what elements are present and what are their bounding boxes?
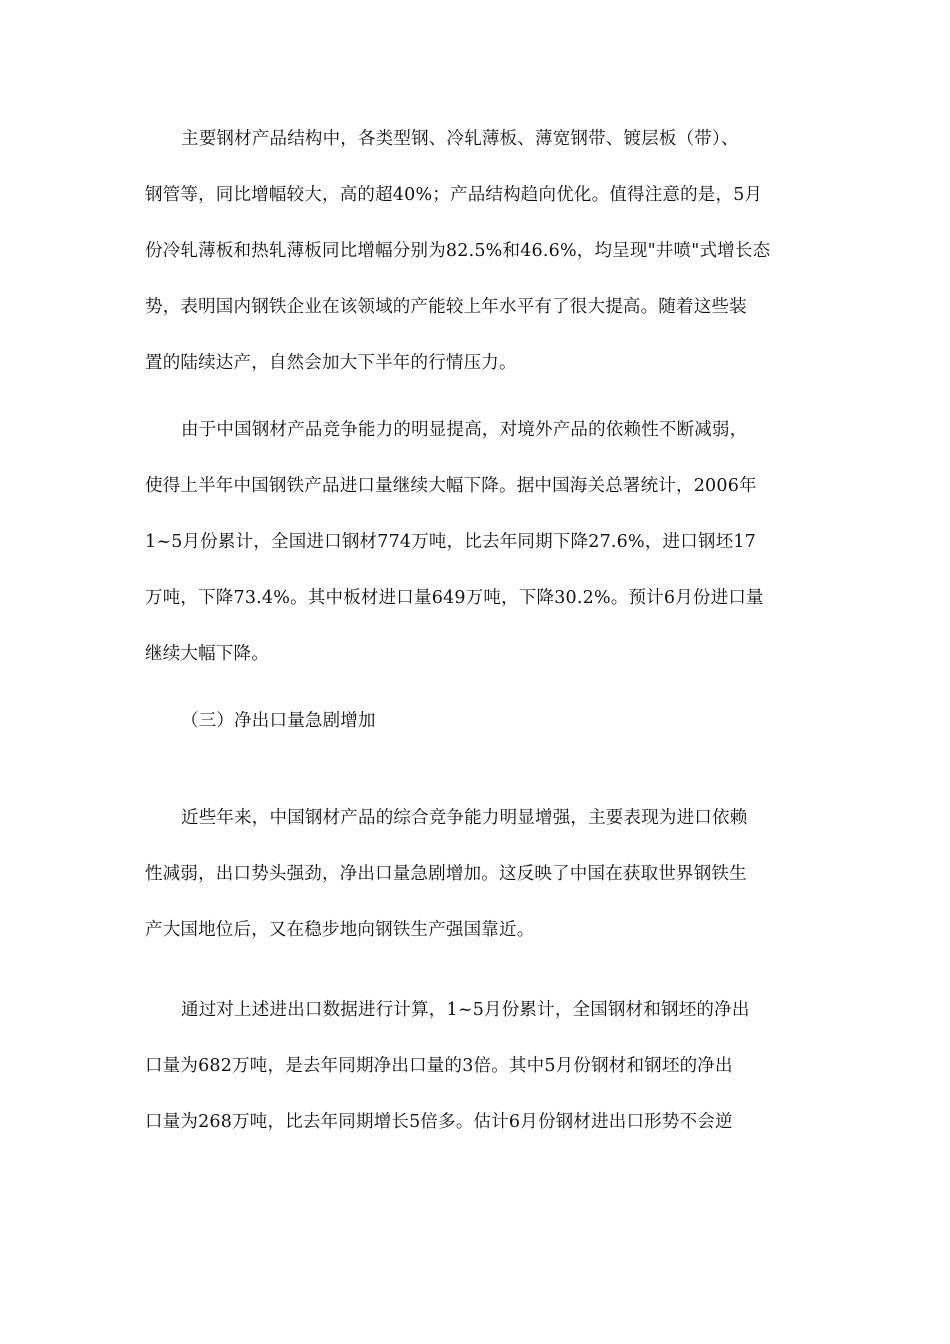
paragraph-2-line-2: 使得上半年中国钢铁产品进口量继续大幅下降。据中国海关总署统计，2006年 <box>145 476 757 496</box>
paragraph-1-line-2: 钢管等，同比增幅较大，高的超40%；产品结构趋向优化。值得注意的是，5月 <box>145 185 763 205</box>
paragraph-3-line-3: 产大国地位后，又在稳步地向钢铁生产强国靠近。 <box>145 920 535 940</box>
paragraph-4-line-3: 口量为268万吨，比去年同期增长5倍多。估计6月份钢材进出口形势不会逆 <box>145 1112 733 1132</box>
section-heading: （三）净出口量急剧增加 <box>181 711 376 731</box>
paragraph-2-line-1: 由于中国钢材产品竞争能力的明显提高，对境外产品的依赖性不断减弱， <box>181 420 748 440</box>
paragraph-1-line-5: 置的陆续达产，自然会加大下半年的行情压力。 <box>145 353 517 373</box>
paragraph-3-line-1: 近些年来，中国钢材产品的综合竞争能力明显增强，主要表现为进口依赖 <box>181 808 748 828</box>
paragraph-4-line-1: 通过对上述进出口数据进行计算，1~5月份累计，全国钢材和钢坯的净出 <box>181 1000 750 1020</box>
paragraph-1-line-4: 势，表明国内钢铁企业在该领域的产能较上年水平有了很大提高。随着这些装 <box>145 297 747 317</box>
paragraph-4-line-2: 口量为682万吨，是去年同期净出口量的3倍。其中5月份钢材和钢坯的净出 <box>145 1056 733 1076</box>
paragraph-1-line-3: 份冷轧薄板和热轧薄板同比增幅分别为82.5%和46.6%，均呈现"井喷"式增长态 <box>145 241 771 261</box>
paragraph-1-line-1: 主要钢材产品结构中，各类型钢、冷轧薄板、薄宽钢带、镀层板（带）、 <box>181 129 739 149</box>
paragraph-2-line-3: 1~5月份累计，全国进口钢材774万吨，比去年同期下降27.6%，进口钢坯17 <box>145 532 756 552</box>
paragraph-2-line-5: 继续大幅下降。 <box>145 644 269 664</box>
paragraph-3-line-2: 性减弱，出口势头强劲，净出口量急剧增加。这反映了中国在获取世界钢铁生 <box>145 864 747 884</box>
paragraph-2-line-4: 万吨，下降73.4%。其中板材进口量649万吨，下降30.2%。预计6月份进口量 <box>145 588 764 608</box>
